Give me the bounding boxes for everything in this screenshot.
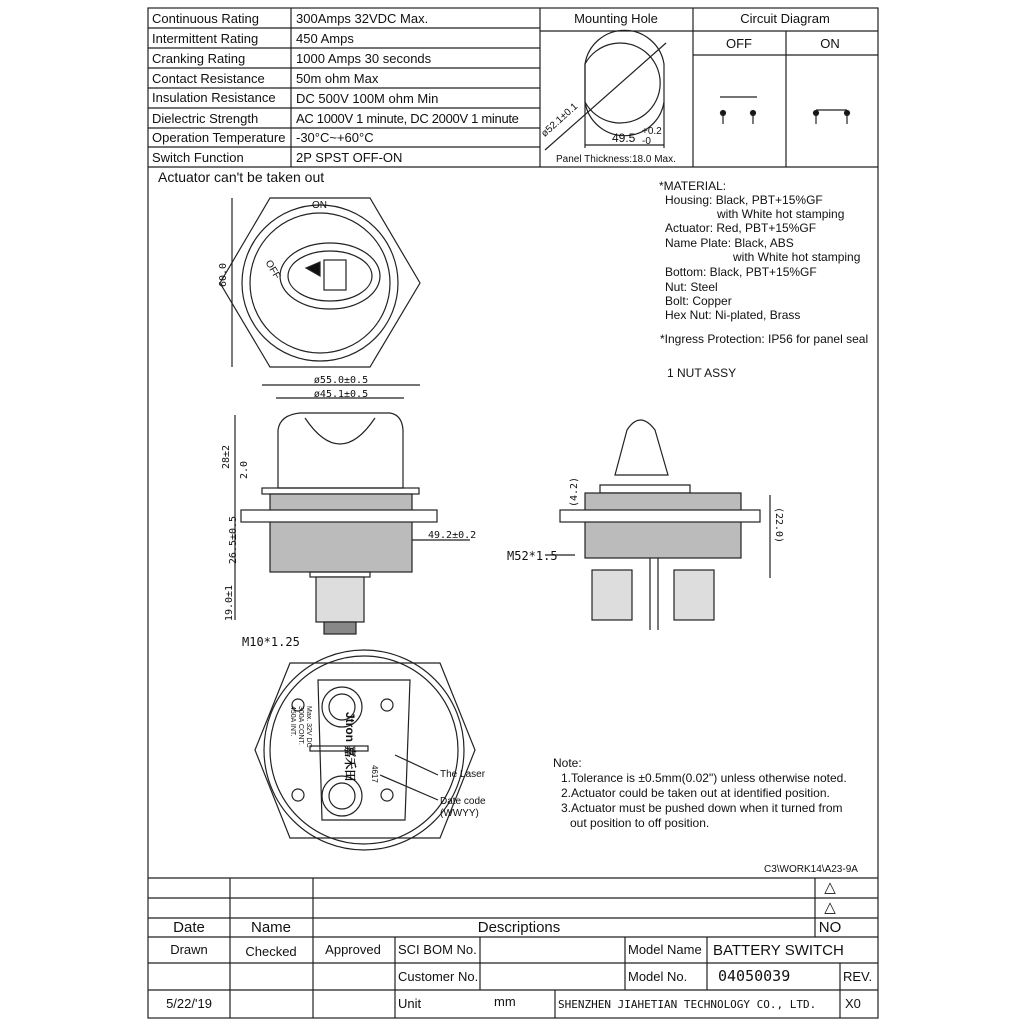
material-line: with White hot stamping	[717, 207, 845, 221]
spec-label: Intermittent Rating	[152, 31, 259, 46]
name-header: Name	[250, 919, 292, 936]
rating-line: 450A INT.	[289, 706, 296, 737]
dim-h4: 19.0±1	[224, 584, 236, 622]
note-line: 1.Tolerance is ±0.5mm(0.02") unless otherwise noted.	[561, 771, 847, 785]
dim-d1: ø55.0±0.5	[313, 375, 369, 386]
unit-value: mm	[494, 994, 516, 1009]
notes-title: Note:	[553, 756, 582, 770]
mounting-hole-width: 49.5	[612, 131, 636, 145]
customer-no-label: Customer No.	[398, 969, 479, 984]
dim-front-h2: (22.0)	[773, 506, 785, 544]
model-name-label: Model Name	[628, 942, 702, 957]
revision-triangle: △	[824, 879, 836, 896]
drawing-reference: C3\WORK14\A23-9A	[764, 864, 858, 875]
note-line: out position to off position.	[570, 816, 710, 830]
spec-value: 2P SPST OFF-ON	[296, 150, 403, 165]
spec-value: -30°C~+60°C	[296, 130, 374, 145]
drawn-date: 5/22/'19	[166, 996, 212, 1011]
descriptions-header: Descriptions	[477, 919, 561, 936]
spec-value: 450 Amps	[296, 31, 354, 46]
rev-value: X0	[845, 996, 861, 1011]
circuit-on-label: ON	[820, 36, 840, 51]
spec-label: Contact Resistance	[152, 71, 265, 86]
material-title: *MATERIAL:	[659, 179, 727, 193]
material-line: with White hot stamping	[733, 250, 861, 264]
top-view-off: OFF	[262, 258, 283, 282]
approved-label: Approved	[325, 942, 381, 957]
ingress-protection: *Ingress Protection: IP56 for panel seal	[660, 332, 869, 346]
bolt-size: M10*1.25	[242, 635, 300, 649]
dim-h3: 26.5±0.5	[228, 515, 240, 565]
spec-label: Cranking Rating	[152, 51, 246, 66]
laser-callout: The Laser	[440, 769, 486, 780]
spec-value: 1000 Amps 30 seconds	[296, 51, 432, 66]
material-line: Nut: Steel	[665, 280, 718, 294]
checked-label: Checked	[245, 944, 297, 959]
nut-assy: 1 NUT ASSY	[667, 366, 737, 380]
rev-label: REV.	[843, 969, 873, 984]
dim-thread-d: 49.2±0.2	[428, 530, 477, 541]
spec-value: 300Amps 32VDC Max.	[296, 11, 429, 26]
front-thread: M52*1.5	[507, 549, 558, 563]
spec-label: Continuous Rating	[152, 11, 259, 26]
spec-label: Operation Temperature	[152, 130, 286, 145]
spec-value: 50m ohm Max	[296, 71, 379, 86]
mounting-hole-diameter: ø52.1±0.1	[539, 101, 581, 140]
dim-d2: ø45.1±0.5	[313, 389, 369, 400]
circuit-diagram	[720, 97, 850, 124]
top-view-height: 60.0	[218, 262, 230, 288]
top-view-on: ON	[312, 200, 327, 211]
model-no-label: Model No.	[628, 969, 688, 984]
actuator-note: Actuator can't be taken out	[158, 169, 325, 185]
spec-label: Dielectric Strength	[152, 111, 259, 126]
company-name: SHENZHEN JIAHETIAN TECHNOLOGY CO., LTD.	[558, 998, 817, 1011]
dim-front-h1: (4.2)	[569, 476, 581, 508]
unit-label: Unit	[398, 996, 422, 1011]
dim-h2: 2.0	[239, 460, 251, 480]
model-name-value: BATTERY SWITCH	[713, 942, 844, 959]
date-code-mark: 4617	[370, 765, 379, 783]
mounting-hole-tol-plus: +0.2	[642, 126, 662, 137]
date-code-callout: Date code	[440, 796, 486, 807]
note-line: 3.Actuator must be pushed down when it turned from	[561, 801, 843, 815]
brand-laser-mark: Jtron 嘉禾田	[343, 712, 357, 782]
dim-h1: 28±2	[221, 444, 233, 470]
material-line: Name Plate: Black, ABS	[665, 236, 794, 250]
mounting-hole-title: Mounting Hole	[574, 11, 658, 26]
spec-label: Insulation Resistance	[152, 90, 276, 105]
rating-line: 300A CONT.	[297, 706, 304, 745]
spec-value: AC 1000V 1 minute, DC 2000V 1 minute	[296, 111, 519, 126]
circuit-title: Circuit Diagram	[740, 11, 830, 26]
date-header: Date	[173, 919, 205, 936]
sci-bom-label: SCI BOM No.	[398, 942, 477, 957]
mounting-hole-tol-minus: -0	[642, 136, 651, 147]
material-line: Bolt: Copper	[665, 294, 732, 308]
note-line: 2.Actuator could be taken out at identified position.	[561, 786, 830, 800]
circuit-off-label: OFF	[726, 36, 752, 51]
model-no-value: 04050039	[718, 967, 791, 985]
front-view-drawing	[545, 420, 770, 630]
panel-thickness: Panel Thickness:18.0 Max.	[556, 154, 676, 165]
date-code-format: (WWYY)	[440, 808, 479, 819]
spec-label: Switch Function	[152, 150, 244, 165]
no-header: NO	[818, 919, 842, 936]
top-view-drawing	[220, 198, 420, 367]
spec-value: DC 500V 100M ohm Min	[296, 91, 439, 106]
rating-line: Max. 32V DC	[305, 706, 312, 748]
bottom-view-drawing	[255, 650, 475, 850]
drawn-label: Drawn	[170, 942, 208, 957]
revision-triangle: △	[824, 899, 836, 916]
material-line: Actuator: Red, PBT+15%GF	[665, 221, 817, 235]
material-line: Hex Nut: Ni-plated, Brass	[665, 308, 801, 322]
material-line: Housing: Black, PBT+15%GF	[665, 193, 823, 207]
material-line: Bottom: Black, PBT+15%GF	[665, 265, 817, 279]
side-view-drawing	[235, 385, 470, 634]
